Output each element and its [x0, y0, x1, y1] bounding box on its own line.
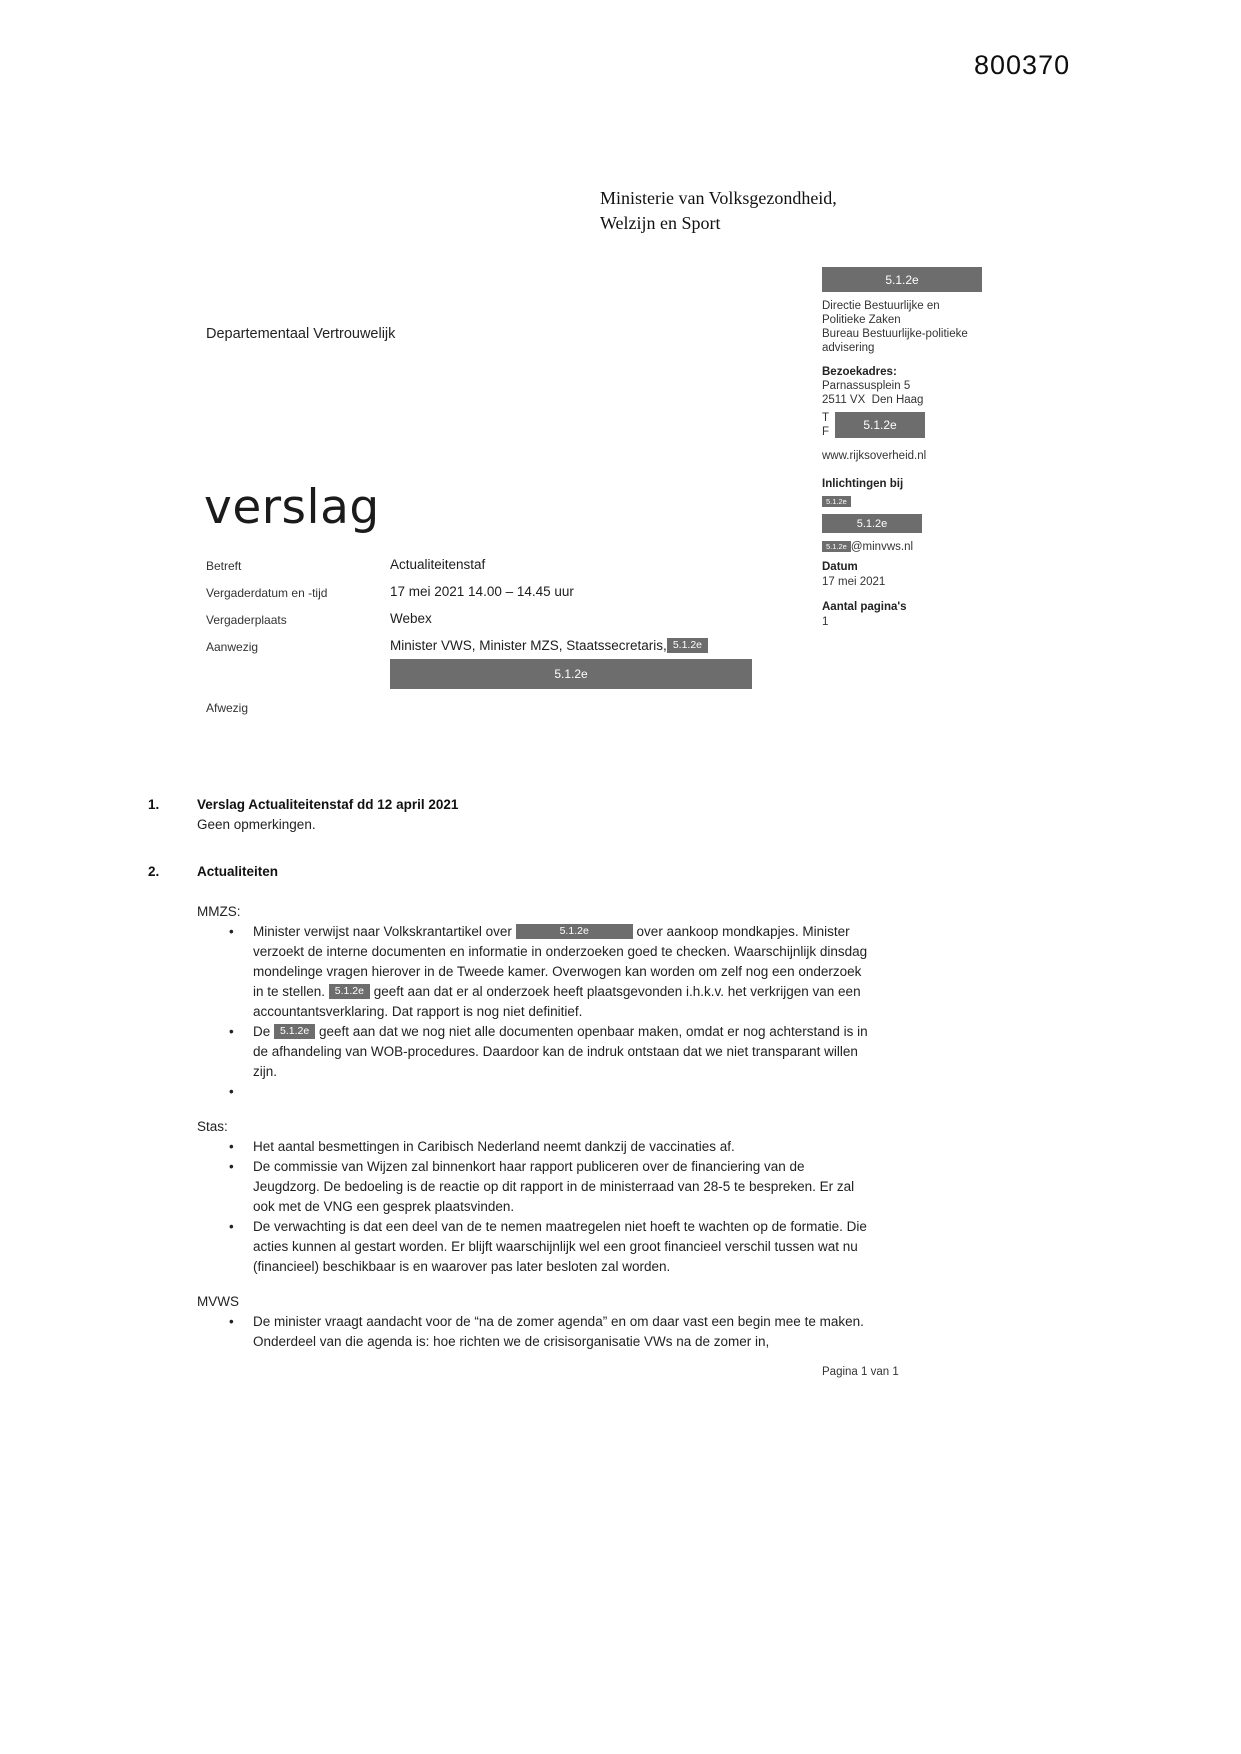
page-count-label: Aantal pagina's: [822, 601, 907, 613]
address-line: 2511 VX Den Haag: [822, 394, 924, 406]
meta-row-present: [206, 637, 806, 689]
meta-value-present: [390, 637, 752, 689]
phone-label: T: [822, 412, 830, 424]
page-footer: Pagina 1 van 1: [822, 1366, 899, 1378]
document-title: verslag: [204, 480, 380, 535]
redaction: 5.1.2e: [822, 496, 851, 507]
meta-row-location: [206, 610, 806, 628]
text-segment: De: [253, 1024, 275, 1039]
redaction-phone: 5.1.2e: [835, 412, 925, 438]
meta-row-datetime: [206, 583, 806, 601]
phone-fax-block: [822, 412, 984, 439]
redaction: 5.1.2e: [274, 1024, 315, 1039]
text-segment: over aankoop mondkapjes. Minister verzoekt de interne documenten en informatie in onderzoeken goed te checken. Waarschijnlijk dinsdag mondelinge vragen hierover in de Tweede kamer. Overwogen kan worden om zelf nog een onderzoek in te stellen.: [253, 924, 868, 999]
section-1-heading: [148, 795, 893, 815]
section-number: 2.: [148, 864, 160, 879]
meta-value: Actualiteitenstaf: [390, 557, 486, 572]
text-segment: Minister VWS, Minister MZS, Staatssecretaris,: [390, 638, 667, 653]
ministry-header: [600, 186, 837, 236]
org-line: Politieke Zaken: [822, 314, 901, 326]
present-line: [390, 637, 752, 655]
section-1-paragraph: Geen opmerkingen.: [197, 817, 316, 832]
text-segment: De commissie van Wijzen zal binnenkort haar rapport publiceren over de financiering van de Jeugdzorg. De bedoeling is de reactie op dit rapport in de ministerraad van 28-5 te bespreken. Er zal ook met de VNG een gesprek plaatsvinden.: [253, 1159, 855, 1214]
bullet-item: [148, 1022, 873, 1082]
redaction-contact-small-wrap: [822, 495, 984, 509]
phone-fax-labels: [822, 412, 835, 439]
org-line: Bureau Bestuurlijke-politieke: [822, 328, 968, 340]
redaction-contact: 5.1.2e: [822, 514, 922, 533]
group-label-mvws: MVWS: [197, 1294, 239, 1309]
text-segment: De verwachting is dat een deel van de te nemen maatregelen niet hoeft te wachten op de formatie. Die acties kunnen al gestart worden. Er blijft waarschijnlijk wel een groot financieel verschil tussen wat nu (financieel) beschikbaar is en waarover pas later besloten zal worden.: [253, 1219, 867, 1274]
group-label-stas: Stas:: [197, 1119, 228, 1134]
bullet-item: [148, 1137, 873, 1157]
text-segment: De minister vraagt aandacht voor de “na de zomer agenda” en om daar vast een begin mee te maken. Onderdeel van die agenda is: hoe richten we de crisisorganisatie VWs na de zomer in,: [253, 1314, 864, 1349]
redaction-bar: 5.1.2e: [822, 267, 982, 292]
email-line: [822, 540, 984, 554]
meta-label: Afwezig: [206, 701, 249, 715]
org-line: Directie Bestuurlijke en: [822, 300, 940, 312]
bullet-item: [148, 1312, 873, 1352]
contact-label: Inlichtingen bij: [822, 478, 904, 490]
text-segment: geeft aan dat er al onderzoek heeft plaatsgevonden i.h.k.v. het verkrijgen van een accountantsverklaring. Dat rapport is nog niet definitief.: [253, 984, 861, 1019]
section-number: 1.: [148, 797, 160, 812]
date-value: 17 mei 2021: [822, 576, 886, 588]
ministry-line: Ministerie van Volksgezondheid,: [600, 188, 837, 208]
meta-label: Aanwezig: [206, 640, 259, 654]
meta-row-betreft: [206, 556, 806, 574]
redaction: 5.1.2e: [516, 924, 633, 939]
bullet-item: [148, 1082, 873, 1102]
group-label-mmzs: MMZS:: [197, 904, 241, 919]
bullet-item: [148, 1157, 873, 1217]
bullet-item: [148, 922, 873, 1022]
meta-label: Betreft: [206, 559, 242, 573]
website-text: www.rijksoverheid.nl: [822, 450, 927, 462]
text-segment: Minister verwijst naar Volkskrantartikel over: [253, 924, 516, 939]
sidebar: [822, 267, 984, 554]
meta-label: Vergaderdatum en -tijd: [206, 586, 328, 600]
date-block: [822, 560, 907, 630]
meta-value: 17 mei 2021 14.00 – 14.45 uur: [390, 584, 574, 599]
org-line: advisering: [822, 342, 875, 354]
redaction-bar: 5.1.2e: [390, 659, 752, 689]
fax-label: F: [822, 425, 830, 438]
page-count-value: 1: [822, 616, 829, 628]
redaction: 5.1.2e: [329, 984, 370, 999]
document-body: [148, 795, 893, 1352]
section-title: Actualiteiten: [197, 864, 279, 879]
doc-number: 800370: [974, 50, 1071, 80]
meta-table: [206, 556, 806, 724]
redaction: 5.1.2e: [667, 638, 708, 653]
ministry-line: Welzijn en Sport: [600, 213, 721, 233]
redaction: 5.1.2e: [822, 541, 851, 552]
email-domain: @minvws.nl: [850, 541, 914, 553]
meta-row-absent: [206, 698, 806, 715]
section-2-heading: [148, 862, 893, 882]
meta-label: Vergaderplaats: [206, 613, 287, 627]
text-segment: geeft aan dat we nog niet alle documenten openbaar maken, omdat er nog achterstand is in de afhandeling van WOB-procedures. Daardoor kan de indruk ontstaan dat we niet transparant willen zijn.: [253, 1024, 868, 1079]
visit-address-label: Bezoekadres:: [822, 366, 897, 378]
text-segment: Het aantal besmettingen in Caribisch Nederland neemt dankzij de vaccinaties af.: [253, 1139, 735, 1154]
classification-label: Departementaal Vertrouwelijk: [206, 326, 396, 342]
section-title: Verslag Actualiteitenstaf dd 12 april 2021: [197, 797, 459, 812]
meta-value: Webex: [390, 611, 432, 626]
bullet-item: [148, 1217, 873, 1277]
address-line: Parnassusplein 5: [822, 380, 911, 392]
date-label: Datum: [822, 561, 858, 573]
